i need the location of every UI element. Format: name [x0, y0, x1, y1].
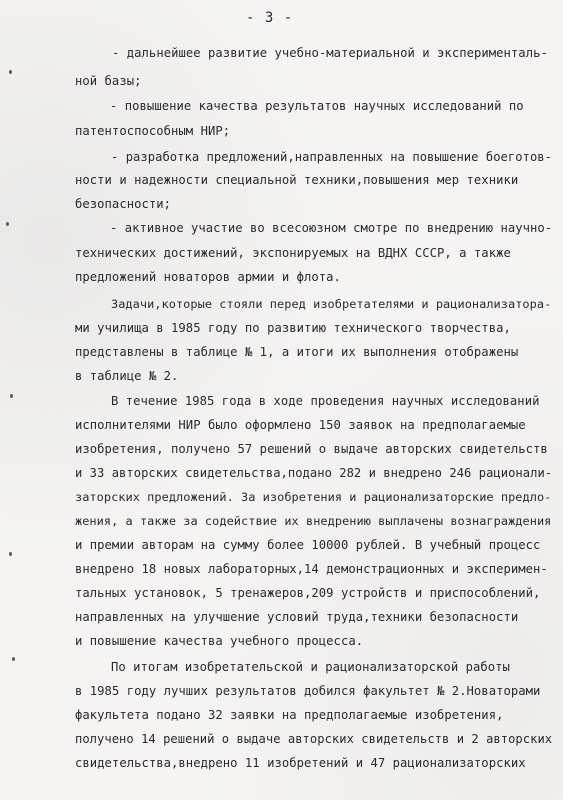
text-line: ности и надежности специальной техники,повышения мер техники — [75, 173, 519, 187]
text-line: - дальнейшее развитие учебно-материальной и эксперименталь- — [112, 46, 548, 60]
text-line: ми училища в 1985 году по развитию технического творчества, — [75, 321, 511, 335]
text-line: факультета подано 32 заявки на предполагаемые изобретения, — [75, 708, 504, 722]
text-line: представлены в таблице № 1, а итоги их выполнения отображены — [75, 345, 519, 359]
text-line: изобретения, получено 57 решений о выдаче авторских свидетельств — [75, 442, 548, 456]
scan-speck — [6, 222, 9, 226]
text-line: получено 14 решений о выдаче авторских свидетельств и 2 авторских — [75, 732, 553, 746]
text-line: и повышение качества учебного процесса. — [75, 634, 364, 648]
page-number: - 3 - — [246, 10, 294, 26]
text-line: внедрено 18 новых лабораторных,14 демонстрационных и эксперимен- — [75, 562, 548, 576]
text-line: исполнителями НИР было оформлено 150 заявок на предполагаемые — [75, 418, 526, 432]
scan-speck — [12, 657, 15, 661]
text-line: ной базы; — [75, 74, 142, 88]
text-line: свидетельства,внедрено 11 изобретений и 47 рационализаторских — [75, 756, 526, 770]
text-line: - активное участие во всесоюзном смотре по внедрению научно- — [110, 221, 553, 235]
scan-speck — [9, 552, 12, 556]
text-line: направленных на улучшение условий труда,техники безопасности — [75, 610, 519, 624]
text-line: и премии авторам на сумму более 10000 рублей. В учебный процесс — [75, 538, 541, 552]
text-line: технических достижений, экспонируемых на ВДНХ СССР, а также — [75, 246, 511, 260]
text-line: тальных установок, 5 тренажеров,209 устройств и приспособлений, — [75, 586, 541, 600]
text-line: По итогам изобретательской и рационализаторской работы — [111, 660, 510, 674]
text-line: и 33 авторских свидетельства,подано 282 и внедрено 246 рационали- — [75, 466, 553, 480]
text-line: предложений новаторов армии и флота. — [75, 270, 341, 284]
text-line: - разработка предложений,направленных на повышение боеготов- — [111, 150, 552, 164]
text-line: безопасности; — [75, 197, 172, 211]
text-line: в 1985 году лучших результатов добился факультет № 2.Новаторами — [75, 684, 541, 698]
text-line: патентоспособным НИР; — [75, 124, 231, 138]
text-line: жения, а также за содействие их внедрению выплачены вознаграждения — [75, 514, 552, 528]
text-line: В течение 1985 года в ходе проведения научных исследований — [111, 394, 540, 408]
text-line: Задачи,которые стояли перед изобретателями и рационализатора- — [111, 297, 552, 311]
text-line: - повышение качества результатов научных исследований по — [110, 99, 524, 113]
text-line: в таблице № 2. — [75, 369, 179, 383]
text-line: заторских предложений. За изобретения и рационализаторские предло- — [75, 490, 552, 504]
scan-speck — [10, 394, 13, 398]
scan-speck — [9, 70, 12, 74]
